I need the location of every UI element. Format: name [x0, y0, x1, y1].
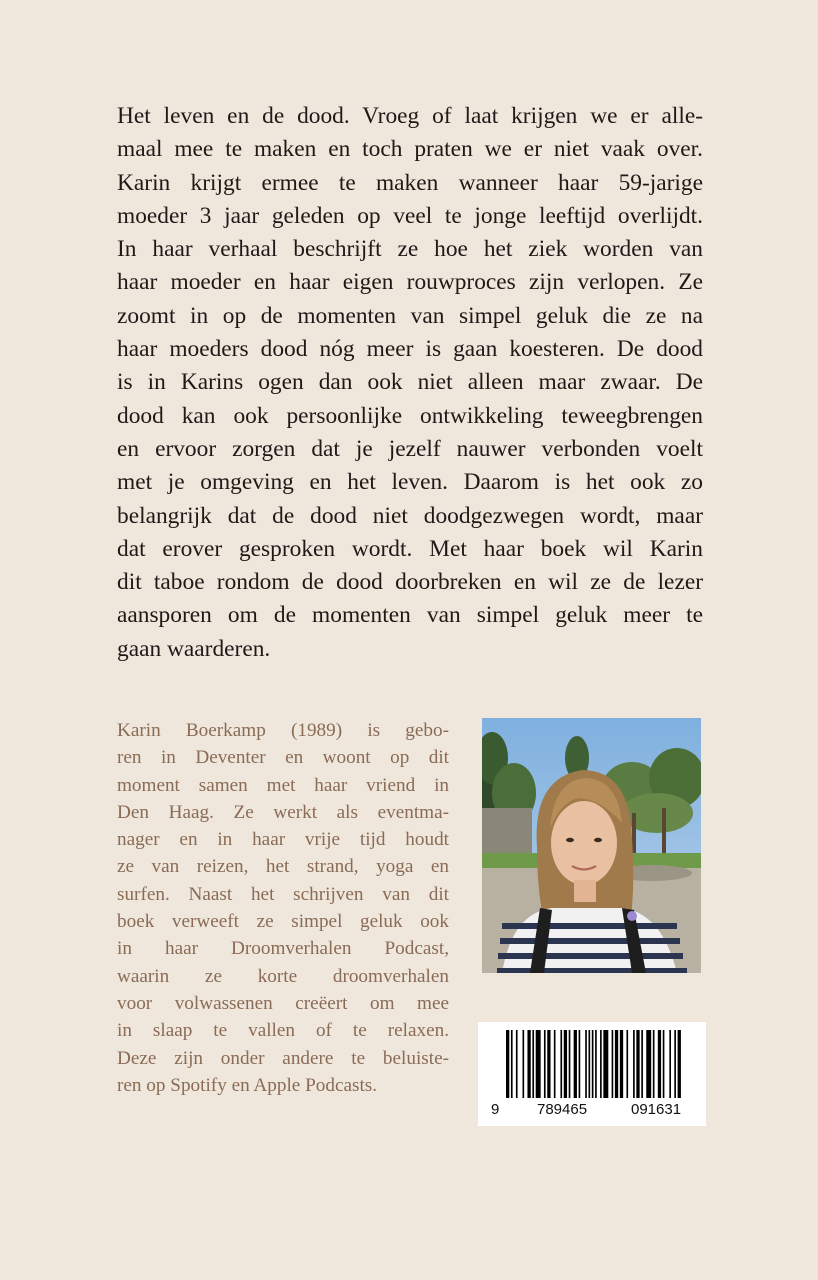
blurb-line: dat erover gesproken wordt. Met haar boek wil Karin	[117, 535, 703, 562]
bio-line: surfen. Naast het schrijven van dit	[117, 883, 449, 905]
author-bio	[117, 717, 449, 1099]
blurb-line: dood kan ook persoonlijke ontwikkeling teweegbrengen	[117, 402, 703, 429]
bio-line: Den Haag. Ze werkt als eventma-	[117, 801, 449, 823]
barcode-bar	[579, 1030, 581, 1098]
blurb-line: haar moeder en haar eigen rouwproces zijn verlopen. Ze	[117, 269, 703, 296]
barcode-bar	[633, 1030, 635, 1098]
barcode-digit-first: 9	[491, 1101, 500, 1118]
blurb-line: met je omgeving en het leven. Daarom is het ook zo	[117, 469, 703, 496]
barcode-bar	[612, 1030, 614, 1098]
barcode-bar	[600, 1030, 602, 1098]
bio-line: Karin Boerkamp (1989) is gebo-	[117, 720, 449, 741]
bio-line: in haar Droomverhalen Podcast,	[117, 938, 449, 960]
barcode-bar	[646, 1030, 651, 1098]
back-cover-blurb	[117, 100, 703, 666]
barcode-bar	[658, 1030, 661, 1098]
barcode-bar	[506, 1030, 509, 1098]
barcode-bar	[636, 1030, 639, 1098]
barcode-bar	[678, 1030, 681, 1098]
bio-line: boek verweeft ze simpel geluk ook	[117, 911, 449, 933]
barcode-bar	[589, 1030, 591, 1098]
blurb-line: gaan waarderen.	[117, 635, 271, 662]
barcode-bar	[564, 1030, 567, 1098]
barcode-bar	[527, 1030, 530, 1098]
barcode-digits	[478, 1101, 706, 1123]
bio-line: nager en in haar vrije tijd houdt	[117, 829, 449, 851]
blurb-line: en ervoor zorgen dat je jezelf nauwer verbonden voelt	[117, 435, 703, 462]
isbn-barcode	[478, 1022, 706, 1126]
barcode-bar	[674, 1030, 676, 1098]
bio-line: ren op Spotify en Apple Podcasts.	[117, 1074, 378, 1096]
barcode-bar	[523, 1030, 525, 1098]
author-photo	[482, 718, 701, 973]
blurb-line: is in Karins ogen dan ook niet alleen maar zwaar. De	[117, 369, 703, 396]
blurb-line: Het leven en de dood. Vroeg of laat krijgen we er alle-	[117, 103, 703, 129]
bio-line: moment samen met haar vriend in	[117, 774, 449, 796]
barcode-bar	[595, 1030, 597, 1098]
barcode-bar	[516, 1030, 518, 1098]
barcode-bar	[569, 1030, 571, 1098]
blurb-line: belangrijk dat de dood niet doodgezwegen wordt, maar	[117, 502, 703, 529]
blurb-line: haar moeders dood nóg meer is gaan koesteren. De dood	[117, 336, 703, 363]
blurb-line: Karin krijgt ermee te maken wanneer haar 59-jarige	[117, 169, 703, 196]
barcode-bar	[626, 1030, 628, 1098]
blurb-line: dit taboe rondom de dood doorbreken en wil ze de lezer	[117, 569, 703, 596]
bio-line: ze van reizen, het strand, yoga en	[117, 856, 449, 878]
bio-line: ren in Deventer en woont op dit	[117, 747, 449, 769]
barcode-bar	[620, 1030, 623, 1098]
barcode-digits-right: 091631	[631, 1101, 682, 1118]
barcode-bar	[574, 1030, 577, 1098]
barcode-bar	[585, 1030, 587, 1098]
barcode-bar	[641, 1030, 643, 1098]
barcode-bar	[615, 1030, 618, 1098]
barcode-bar	[554, 1030, 556, 1098]
blurb-line: zoomt in op de momenten van simpel geluk die ze na	[117, 302, 703, 329]
blurb-line: In haar verhaal beschrijft ze hoe het ziek worden van	[117, 236, 703, 263]
bio-line: in slaap te vallen of te relaxen.	[117, 1020, 449, 1042]
blurb-line: maal mee te maken en toch praten we er niet vaak over.	[117, 136, 703, 163]
barcode-bar	[532, 1030, 534, 1098]
barcode-bar	[560, 1030, 562, 1098]
bio-line: waarin ze korte droomverhalen	[117, 965, 449, 987]
bio-line: Deze zijn onder andere te beluiste-	[117, 1047, 449, 1069]
barcode-bar	[663, 1030, 665, 1098]
barcode-bar	[547, 1030, 550, 1098]
barcode-digits-left: 789465	[537, 1101, 588, 1118]
barcode-bar	[592, 1030, 594, 1098]
barcode-bar	[536, 1030, 541, 1098]
barcode-bar	[669, 1030, 671, 1098]
barcode-bar	[544, 1030, 546, 1098]
barcode-bar	[653, 1030, 655, 1098]
blurb-line: aansporen om de momenten van simpel geluk meer te	[117, 602, 703, 629]
bio-line: voor volwassenen creëert om mee	[117, 992, 449, 1014]
barcode-bar	[511, 1030, 513, 1098]
barcode-bar	[603, 1030, 608, 1098]
blurb-line: moeder 3 jaar geleden op veel te jonge leeftijd overlijdt.	[117, 202, 703, 229]
